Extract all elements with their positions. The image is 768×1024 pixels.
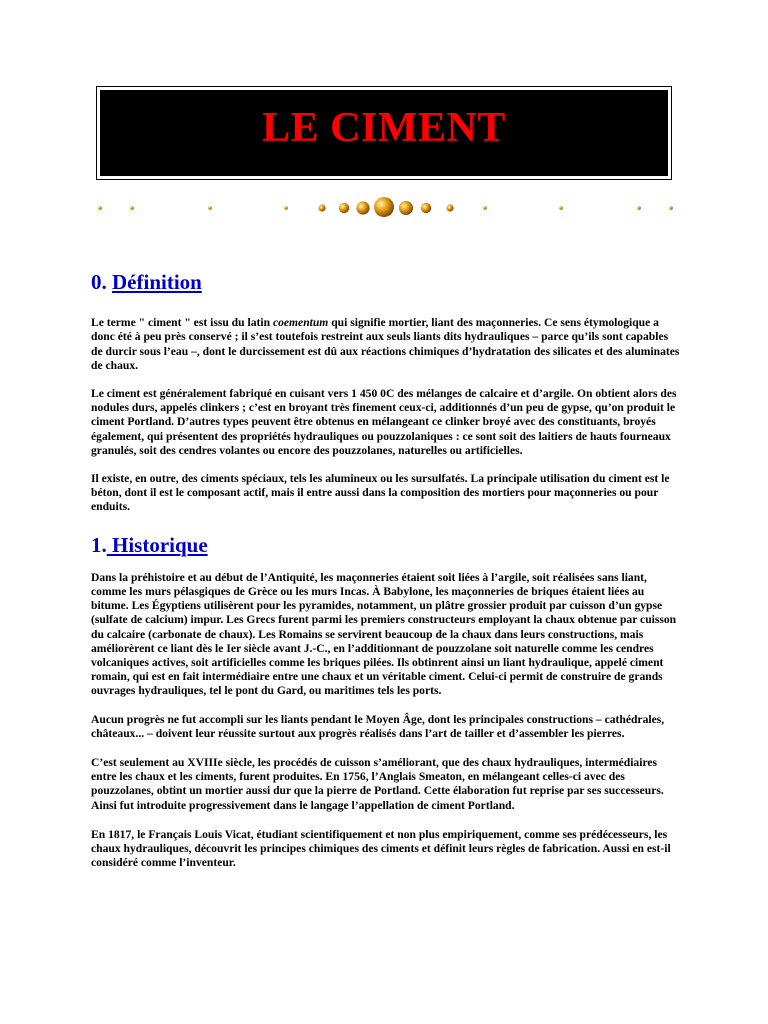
- section-number: 0.: [91, 270, 107, 294]
- definition-paragraph-2: Le ciment est généralement fabriqué en cuisant vers 1 450 0C des mélanges de calcaire et d’argile. On obtient alors des nodules durs, appelés clinkers ; c’est en broyant très finement ceux-ci, additionnés d’un peu de gypse, qu’on produit le ciment Portland. D’autres types peuvent être obtenus en mélangeant ce clinker broyé avec des constituants, broyés également, qui présentent des propriétés hydrauliques ou pouzzolaniques : ce sont soit des laitiers de hauts fourneaux granulés, soit des cendres volantes ou encore des pouzzolanes, naturelles ou artificielles.: [91, 387, 677, 457]
- definition-paragraph-3: Il existe, en outre, des ciments spéciaux, tels les alumineux ou les sursulfatés. La principale utilisation du ciment est le béton, dont il est le composant actif, mais il entre aussi dans la composition des mortiers pour maçonneries ou pour enduits.: [91, 472, 670, 514]
- section-heading-historique: [91, 533, 681, 558]
- latin-term: coementum: [272, 316, 329, 330]
- historique-paragraph-4: En 1817, le Français Louis Vicat, étudiant scientifiquement et non plus empiriquement, comme ses prédécesseurs, les chaux hydrauliques, découvrit les principes chimiques des ciments et définit leurs règles de fabrication. Aussi en est-il considéré comme l’inventeur.: [91, 827, 671, 870]
- title-banner: [96, 86, 672, 180]
- historique-paragraph-2: Aucun progrès ne fut accompli sur les liants pendant le Moyen Âge, dont les principales constructions – cathédrales, châteaux... – doivent leur réussite surtout aux progrès réalisés dans l’art de tailler et d’assembler les pierres.: [91, 712, 665, 740]
- section-heading-definition: [91, 270, 681, 295]
- historique-paragraph-3: C’est seulement au XVIIIe siècle, les procédés de cuisson s’améliorant, que des chaux hydrauliques, intermédiaires entre les chaux et les ciments, furent produites. En 1756, l’Anglais Smeaton, en mélangeant celles-ci avec des pouzzolanes, obtint un mortier aussi dur que la pierre de Portland. Cette élaboration fut reprise par ses successeurs. Ainsi fut introduite progressivement dans le langage l’appellation de ciment Portland.: [91, 756, 664, 812]
- document-body: [91, 270, 681, 870]
- text-run: Le terme " ciment " est issu du latin: [91, 316, 273, 330]
- definition-link[interactable]: Définition: [112, 270, 202, 294]
- historique-paragraph-1: Dans la préhistoire et au début de l’Antiquité, les maçonneries étaient soit liées à l’argile, soit réalisées sans liant, comme les murs pélasgiques de Grèce ou les murs Incas. À Babylone, les maçonneries de briques étaient liées au bitume. Les Égyptiens utilisèrent pour les pyramides, notamment, un plâtre grossier produit par cuisson d’un gypse (sulfate de calcium) impur. Les Grecs furent parmi les premiers constructeurs employant la chaux obtenue par cuisson du calcaire (carbonate de chaux). Les Romains se servirent beaucoup de la chaux dans leurs constructions, mais améliorèrent ce liant dès le Ier siècle avant J.-C., en l’additionnant de pouzzolane soit naturelle comme les cendres volcaniques actives, soit artificielles comme les briques pilées. Ils obtinrent ainsi un liant hydraulique, appelé ciment romain, qui est en fait intermédiaire entre une chaux et un véritable ciment. Celui-ci permit de construire de grands ouvrages hydrauliques, tel le pont du Gard, ou maritimes tels les ports.: [91, 570, 677, 698]
- title-box: [100, 90, 668, 176]
- section-number: 1.: [91, 532, 107, 557]
- historique-link[interactable]: Historique: [106, 532, 208, 557]
- text-run: qui signifie mortier, liant des maçonneries. Ce sens étymologique a donc été à peu près conservé ; il s’est toutefois restreint aux seuls liants dits hydrauliques – parce qu’ils sont capables de durcir sous l’eau –, dont le durcissement est dû aux réactions chimiques d’hydratation des silicates et des aluminates de chaux.: [91, 316, 680, 372]
- definition-paragraph-1: [91, 316, 681, 373]
- page-title: LE CIMENT: [262, 105, 506, 151]
- gold-beads-divider-icon: [86, 193, 686, 221]
